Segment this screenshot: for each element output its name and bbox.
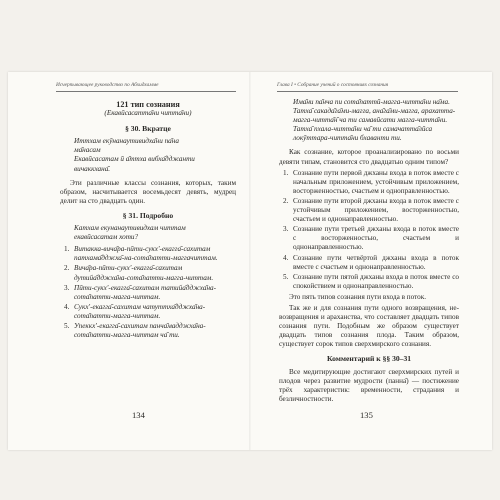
- list-item-number: 1.: [64, 245, 70, 254]
- brief-pali-line: Иттхам екӯнанаутивидха̄ни па̄на: [74, 137, 179, 146]
- list-item: [60, 322, 236, 340]
- question-paragraph: Как сознание, которое проанализировано по восьми девяти типам, становится сто двадцатью одним типом?: [279, 148, 459, 166]
- right-body: [279, 98, 459, 406]
- list-item: [60, 284, 236, 302]
- list-item-text: Сознание пути четвёртой джханы входа в поток вместе с счастьем и однонаправленностью.: [293, 253, 459, 271]
- list-item-text: Сукх'-екагга̄-сахитам чатуттха̄дджха̄на-сота̄патти-магга-читтам.: [74, 302, 206, 320]
- left-body: [60, 98, 236, 341]
- brief-pali-line: ма̄насам: [74, 146, 101, 155]
- list-item-text: Сознание пути пятой джханы входа в поток вместе со спокойствием и однонаправленностью.: [293, 272, 459, 290]
- list-item: [279, 197, 459, 224]
- left-header-rule: [56, 91, 236, 92]
- list-item: [60, 264, 236, 282]
- translation-list: [279, 169, 459, 291]
- list-item-text: Витакка-вича̄ра-пӣти-сукх'-екагга̄-сахитам патхама̄дджха̄-на-сота̄патти-маггачиттам.: [74, 245, 218, 263]
- right-header-rule: [277, 91, 458, 92]
- detail-intro-line: Катхам екунанаутивидхам читтам: [74, 224, 186, 233]
- right-running-head: Глава I • Собрание учений о состояниях сознания: [277, 82, 389, 88]
- list-item: [279, 225, 459, 252]
- list-item: [60, 303, 236, 321]
- pali-paragraph: Има̄ни па̄нча пи сота̄паттӣ-магга-читта̄ни на̄ма. Татха̄ сакада̄га̄ми-магга, ана̄га̄ми-магга, арахатта-магга-читта̄н̄ чa ти самавӣсати магга-читта̄ни. Татха̄ пхала-читта̄ни ча̄ ти самачатта̄лӣса локӯттара-читта̄ни бхаванти ти.: [293, 98, 456, 143]
- list-item-text: Пӣти-сукх'-екагга̄-сахитам татийа̄дджха̄на-сота̄патти-магга-читтам.: [74, 283, 217, 301]
- list-item-number: 2.: [283, 196, 289, 205]
- section-subtitle: (Екавӣсасатта̄ни читта̄ни): [104, 109, 192, 118]
- section-title: 121 тип сознания: [116, 100, 180, 109]
- brief-pali-line: вичаккхана̄.: [74, 164, 111, 173]
- detail-intro-line: екавӣсасатам хоти?: [74, 233, 139, 242]
- commentary-paragraph: Все медитирующие достигают сверхмирских путей и плодов через развитие мудрости (панна̄) — постижение трёх характеристик: временности, страдания и безличностности.: [279, 367, 459, 403]
- list-item: [279, 169, 459, 196]
- list-item-number: 3.: [283, 225, 289, 234]
- left-running-head: Исчерпывающее руководство по Абхидхамме: [56, 82, 159, 88]
- list-item-text: Сознание пути третьей джханы входа в поток вместе с восторженностью, счастьем и однонаправленностью.: [293, 225, 459, 252]
- list-item-text: Упеккх'-екагга̄-сахитам панча̄мадджха̄на-сота̄патти-магга-читтам ча̄ ти.: [74, 321, 206, 340]
- left-page-number: 134: [132, 410, 145, 420]
- list-item-number: 1.: [283, 168, 289, 177]
- list-item: [279, 273, 459, 291]
- brief-heading: § 30. Вкратце: [125, 124, 171, 134]
- list-item: [279, 254, 459, 272]
- commentary-heading: Комментарий к §§ 30–31: [326, 354, 412, 364]
- summary-paragraph: Так же и для сознания пути одного возвращения, не-возвращения и араханства, что составляет двадцать типов сознания пути. Подобным же образом существует двадцать типов сознания плода. Таким образом, существует сорок типов сверхмирского сознания.: [279, 303, 459, 349]
- brief-pali-line: Екавӣсасатам ӣ а̄ттха вибха̄дджанти: [74, 155, 195, 164]
- book-spread: [8, 72, 492, 450]
- list-item-number: 5.: [64, 321, 70, 330]
- list-item-number: 2.: [64, 264, 70, 273]
- detail-list: [60, 245, 236, 340]
- detail-heading: § 31. Подробно: [122, 210, 174, 220]
- brief-translation: Эти различные классы сознания, которых, таким образом, насчитывается восемьдесят девять, мудрец делит на сто двадцать один.: [60, 178, 236, 205]
- list-item-text: Сознание пути первой джханы входа в поток вместе с начальным приложением, устойчивым приложением, восторженностью, счастьем и одноправленностью.: [293, 168, 459, 195]
- list-item-number: 4.: [283, 253, 289, 262]
- left-page: [8, 72, 250, 450]
- summary-paragraph: Это пять типов сознания пути входа в поток.: [289, 292, 427, 301]
- list-item-number: 3.: [64, 283, 70, 292]
- list-item: [60, 245, 236, 263]
- list-item-number: 5.: [283, 272, 289, 281]
- right-page-number: 135: [360, 410, 373, 420]
- right-page: [251, 72, 492, 450]
- list-item-number: 4.: [64, 302, 70, 311]
- list-item-text: Сознание пути второй джханы входа в поток вместе с устойчивым приложением, восторженностью, счастьем и однонаправленностью.: [293, 196, 459, 224]
- list-item-text: Вича̄ра-пӣти-сукх'-екагга̄-сахитам дутийа̄дджха̄на-сота̄патти-магга-читтам.: [74, 264, 214, 282]
